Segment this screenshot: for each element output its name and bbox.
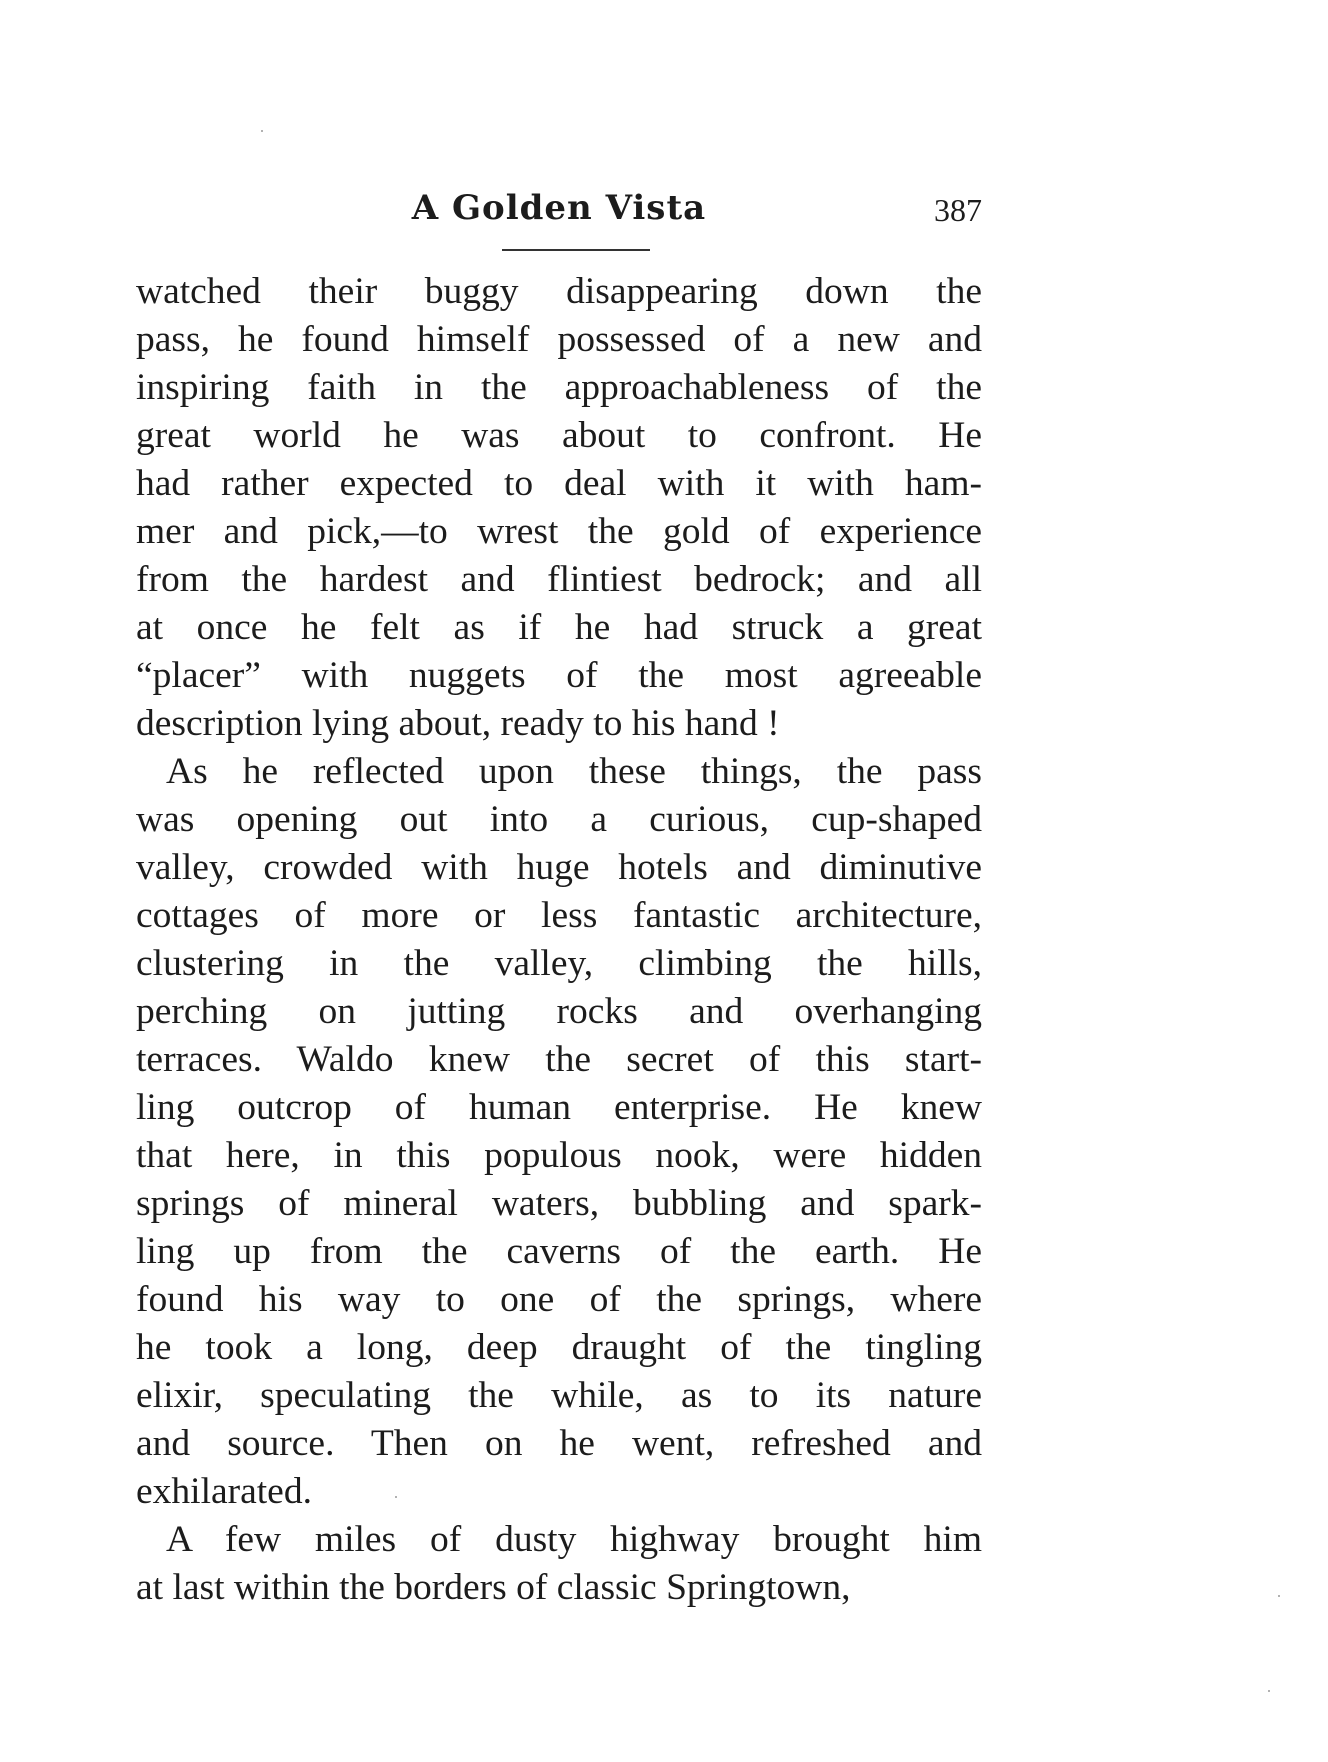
scan-speck bbox=[395, 1496, 397, 1498]
text-line: A few miles of dusty highway brought him bbox=[166, 1519, 982, 1560]
text-line: from the hardest and flintiest bedrock; and all bbox=[136, 559, 982, 600]
text-line: perching on jutting rocks and overhanging bbox=[136, 991, 982, 1032]
text-line: “placer” with nuggets of the most agreeable bbox=[136, 655, 982, 696]
running-head bbox=[136, 186, 982, 236]
text-line: clustering in the valley, climbing the hills, bbox=[136, 943, 982, 984]
text-line: As he reflected upon these things, the pass bbox=[166, 751, 982, 792]
text-line: at last within the borders of classic Springtown, bbox=[136, 1567, 851, 1608]
text-line: elixir, speculating the while, as to its nature bbox=[136, 1375, 982, 1416]
text-line: pass, he found himself possessed of a new and bbox=[136, 319, 982, 360]
text-line: at once he felt as if he had struck a great bbox=[136, 607, 982, 648]
text-line: terraces. Waldo knew the secret of this start- bbox=[136, 1039, 982, 1080]
scan-speck bbox=[261, 130, 263, 132]
text-line: found his way to one of the springs, where bbox=[136, 1279, 982, 1320]
text-line: description lying about, ready to his hand ! bbox=[136, 703, 780, 744]
scan-speck bbox=[1278, 1595, 1280, 1597]
body-text bbox=[136, 268, 982, 1612]
text-line: watched their buggy disappearing down the bbox=[136, 271, 982, 312]
text-line: valley, crowded with huge hotels and diminutive bbox=[136, 847, 982, 888]
text-line: was opening out into a curious, cup-shaped bbox=[136, 799, 982, 840]
text-line: and source. Then on he went, refreshed and bbox=[136, 1423, 982, 1464]
text-line: springs of mineral waters, bubbling and spark- bbox=[136, 1183, 982, 1224]
text-line: ling outcrop of human enterprise. He knew bbox=[136, 1087, 982, 1128]
text-line: had rather expected to deal with it with ham- bbox=[136, 463, 982, 504]
text-line: inspiring faith in the approachableness of the bbox=[136, 367, 982, 408]
page-number: 387 bbox=[934, 192, 982, 228]
header-rule bbox=[502, 249, 650, 251]
scan-speck bbox=[1268, 1690, 1270, 1692]
text-line: mer and pick,—to wrest the gold of experience bbox=[136, 511, 982, 552]
text-line: great world he was about to confront. He bbox=[136, 415, 982, 456]
running-title: A Golden Vista bbox=[411, 188, 707, 228]
text-line: he took a long, deep draught of the tingling bbox=[136, 1327, 982, 1368]
text-line: that here, in this populous nook, were hidden bbox=[136, 1135, 982, 1176]
text-line: cottages of more or less fantastic architecture, bbox=[136, 895, 982, 936]
text-line: exhilarated. bbox=[136, 1471, 312, 1512]
text-line: ling up from the caverns of the earth. He bbox=[136, 1231, 982, 1272]
